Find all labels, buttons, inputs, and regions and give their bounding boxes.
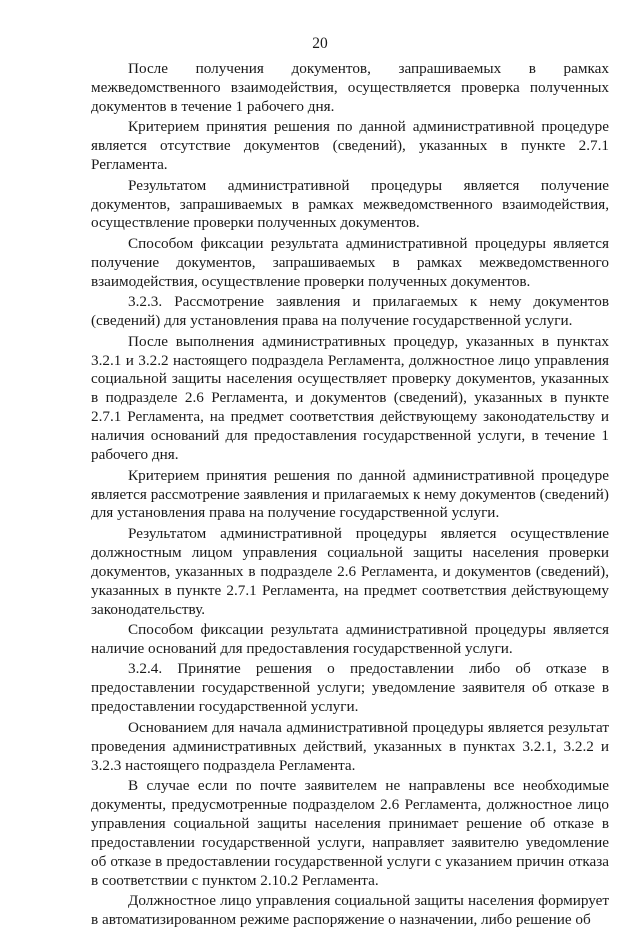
- paragraph-verification: После выполнения административных процедур, указанных в пунктах 3.2.1 и 3.2.2 настоящего подраздела Регламента, должностное лицо управления социальной защиты населения осуществляет проверку документов, указанных в подразделе 2.6 Регламента, и документов (сведений), указанных в пункте 2.7.1 Регламента, на предмет соответствия действующему законодательству и наличия оснований для предоставления государственной услуги, в течение 1 рабочего дня.: [91, 332, 609, 464]
- paragraph-result-1: Результатом административной процедуры является получение документов, запрашиваемых в рамках межведомственного взаимодействия, осуществление проверки полученных документов.: [91, 176, 609, 232]
- page-number: 20: [312, 35, 328, 52]
- paragraph-fixation-2: Способом фиксации результата административной процедуры является наличие оснований для предоставления государственной услуги.: [91, 621, 609, 657]
- paragraph-decision-criterion-1: Критерием принятия решения по данной административной процедуре является отсутствие документов (сведений), указанных в пункте 2.7.1 Регламента.: [91, 118, 609, 174]
- paragraph-fixation-1: Способом фиксации результата административной процедуры является получение документов, запрашиваемых в рамках межведомственного взаимодействия, осуществление проверки полученных документов.: [91, 234, 609, 290]
- document-body: [91, 60, 609, 930]
- paragraph-documents-check: После получения документов, запрашиваемых в рамках межведомственного взаимодействия, осуществляется проверка полученных документов в течение 1 рабочего дня.: [91, 60, 609, 115]
- paragraph-refusal-case: В случае если по почте заявителем не направлены все необходимые документы, предусмотренные подразделом 2.6 Регламента, должностное лицо управления социальной защиты населения принимает решение об отказе в предоставлении государственной услуги, направляет заявителю уведомление об отказе в предоставлении государственной услуги с указанием причин отказа в соответствии с пунктом 2.10.2 Регламента.: [91, 777, 609, 889]
- paragraph-decision-criterion-2: Критерием принятия решения по данной административной процедуре является рассмотрение заявления и прилагаемых к нему документов (сведений) для установления права на получение государственной услуги.: [91, 466, 609, 522]
- section-heading-3-2-4: 3.2.4. Принятие решения о предоставлении либо об отказе в предоставлении государственной услуги; уведомление заявителя об отказе в предоставлении государственной услуги.: [91, 660, 609, 716]
- paragraph-basis: Основанием для начала административной процедуры является результат проведения административных действий, указанных в пунктах 3.2.1, 3.2.2 и 3.2.3 настоящего подраздела Регламента.: [91, 718, 609, 774]
- paragraph-official-forms: Должностное лицо управления социальной защиты населения формирует в автоматизированном режиме распоряжение о назначении, либо решение об: [91, 892, 609, 928]
- paragraph-result-2: Результатом административной процедуры является осуществление должностным лицом управления социальной защиты населения проверки документов, указанных в подразделе 2.6 Регламента, и документов (сведений), указанных в пункте 2.7.1 Регламента, на предмет соответствия действующему законодательству.: [91, 524, 609, 618]
- section-heading-3-2-3: 3.2.3. Рассмотрение заявления и прилагаемых к нему документов (сведений) для установления права на получение государственной услуги.: [91, 293, 609, 330]
